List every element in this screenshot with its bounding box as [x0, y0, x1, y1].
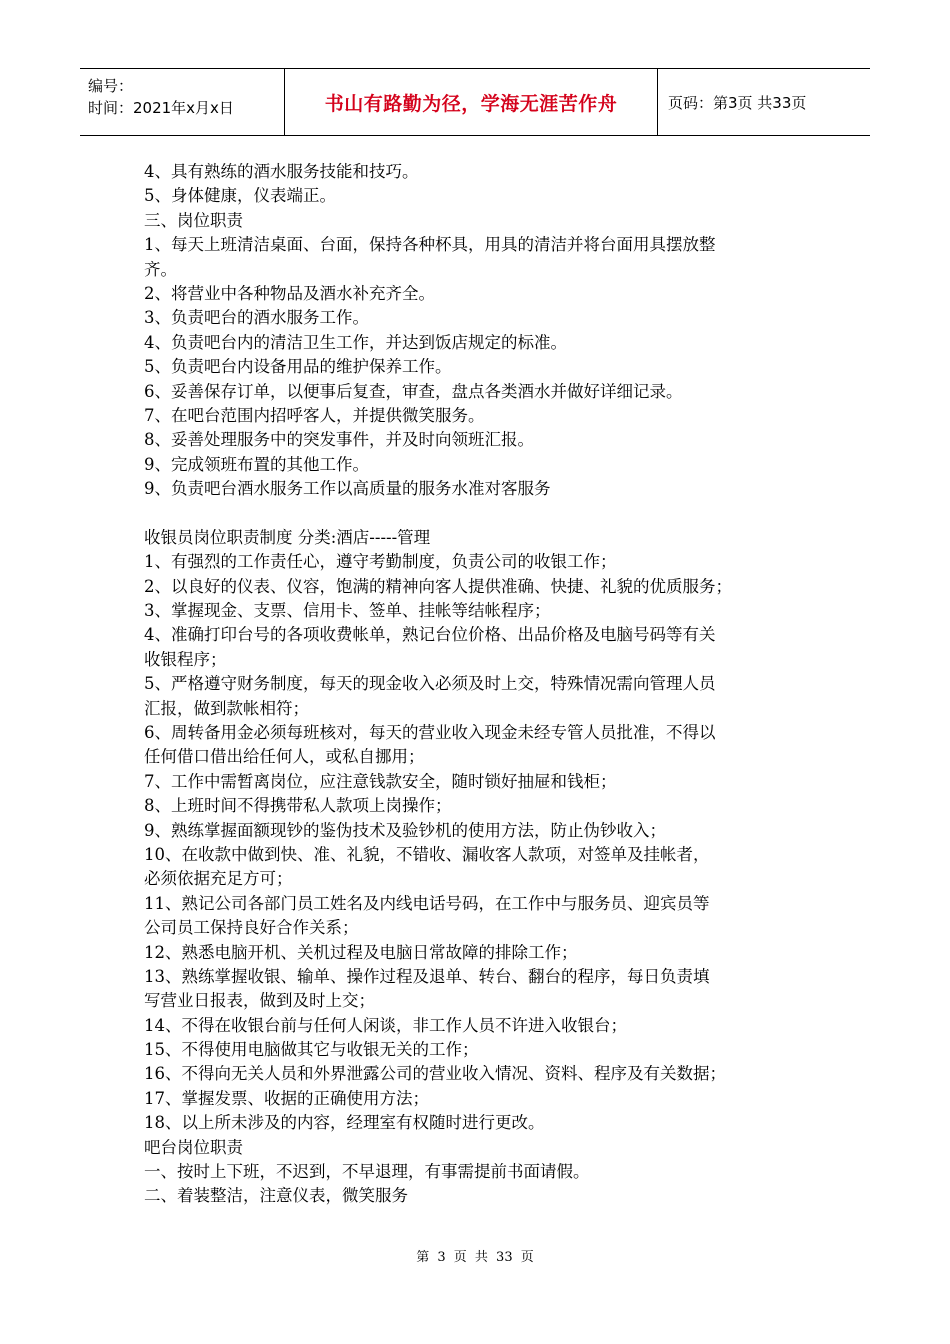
text-line: 汇报，做到款帐相符；	[144, 698, 309, 718]
text-line: 吧台岗位职责	[144, 1137, 243, 1157]
text-line: 8、妥善处理服务中的突发事件，并及时向领班汇报。	[144, 430, 534, 450]
text-line: 3、掌握现金、支票、信用卡、签单、挂帐等结帐程序；	[144, 601, 551, 621]
text-line: 齐。	[144, 259, 177, 279]
text-line: 3、负责吧台的酒水服务工作。	[144, 308, 369, 328]
text-line: 写营业日报表，做到及时上交；	[144, 991, 375, 1011]
text-line: 18、以上所未涉及的内容，经理室有权随时进行更改。	[144, 1113, 545, 1133]
header-meta	[80, 69, 284, 135]
page-footer	[0, 1246, 950, 1265]
text-line: 2、将营业中各种物品及酒水补充齐全。	[144, 283, 435, 303]
text-line: 收银员岗位职责制度 分类:酒店-----管理	[144, 527, 431, 547]
text-line: 9、完成领班布置的其他工作。	[144, 454, 369, 474]
text-line: 7、在吧台范围内招呼客人，并提供微笑服务。	[144, 405, 485, 425]
header-page-cell	[658, 69, 870, 135]
header-motto-cell	[284, 69, 658, 135]
document-body	[144, 160, 814, 1209]
number-label: 编号：	[88, 77, 134, 95]
page-header	[80, 68, 870, 136]
motto: 书山有路勤为径，学海无涯苦作舟	[324, 92, 618, 115]
text-line: 16、不得向无关人员和外界泄露公司的营业收入情况、资料、程序及有关数据；	[144, 1064, 726, 1084]
time-label: 时间：2021年x月x日	[88, 99, 234, 117]
text-line: 二、着装整洁，注意仪表，微笑服务	[144, 1186, 408, 1206]
text-line: 4、具有熟练的酒水服务技能和技巧。	[144, 162, 419, 181]
text-line: 17、掌握发票、收据的正确使用方法；	[144, 1088, 429, 1108]
text-line: 三、岗位职责	[144, 210, 243, 230]
text-line: 5、负责吧台内设备用品的维护保养工作。	[144, 357, 452, 377]
text-line: 6、妥善保存订单，以便事后复查，审查，盘点各类酒水并做好详细记录。	[144, 381, 683, 401]
text-line: 10、在收款中做到快、准、礼貌，不错收、漏收客人款项，对签单及挂帐者，	[144, 844, 710, 864]
blank-line	[144, 501, 814, 525]
page-info: 页码：第3页 共33页	[668, 93, 807, 112]
text-line: 9、负责吧台酒水服务工作以高质量的服务水准对客服务	[144, 479, 551, 499]
text-line: 15、不得使用电脑做其它与收银无关的工作；	[144, 1040, 479, 1060]
text-line: 12、熟悉电脑开机、关机过程及电脑日常故障的排除工作；	[144, 942, 578, 962]
text-line: 5、严格遵守财务制度，每天的现金收入必须及时上交，特殊情况需向管理人员	[144, 674, 716, 694]
text-line: 9、熟练掌握面额现钞的鉴伪技术及验钞机的使用方法，防止伪钞收入；	[144, 820, 666, 840]
text-line: 公司员工保持良好合作关系；	[144, 918, 359, 938]
footer-page-number: 第 3 页 共 33 页	[416, 1250, 534, 1265]
text-line: 收银程序；	[144, 649, 227, 669]
text-line: 1、每天上班清洁桌面、台面，保持各种杯具，用具的清洁并将台面用具摆放整	[144, 235, 716, 255]
text-line: 6、周转备用金必须每班核对，每天的营业收入现金未经专管人员批准，不得以	[144, 722, 716, 742]
text-line: 一、按时上下班，不迟到，不早退理，有事需提前书面请假。	[144, 1162, 590, 1182]
text-line: 14、不得在收银台前与任何人闲谈，非工作人员不许进入收银台；	[144, 1015, 627, 1035]
text-line: 11、熟记公司各部门员工姓名及内线电话号码，在工作中与服务员、迎宾员等	[144, 893, 710, 913]
text-line: 13、熟练掌握收银、输单、操作过程及退单、转台、翻台的程序，每日负责填	[144, 966, 710, 986]
text-line: 4、负责吧台内的清洁卫生工作，并达到饭店规定的标准。	[144, 332, 567, 352]
text-line: 4、准确打印台号的各项收费帐单，熟记台位价格、出品价格及电脑号码等有关	[144, 625, 716, 645]
text-line: 任何借口借出给任何人，或私自挪用；	[144, 747, 425, 767]
text-line: 8、上班时间不得携带私人款项上岗操作；	[144, 796, 452, 816]
text-line: 5、身体健康，仪表端正。	[144, 186, 336, 206]
text-line: 必须依据充足方可；	[144, 869, 293, 889]
text-line: 7、工作中需暂离岗位，应注意钱款安全，随时锁好抽屉和钱柜；	[144, 771, 617, 791]
text-line: 2、以良好的仪表、仪容，饱满的精神向客人提供准确、快捷、礼貌的优质服务；	[144, 576, 732, 596]
text-line: 1、有强烈的工作责任心，遵守考勤制度，负责公司的收银工作；	[144, 552, 617, 572]
